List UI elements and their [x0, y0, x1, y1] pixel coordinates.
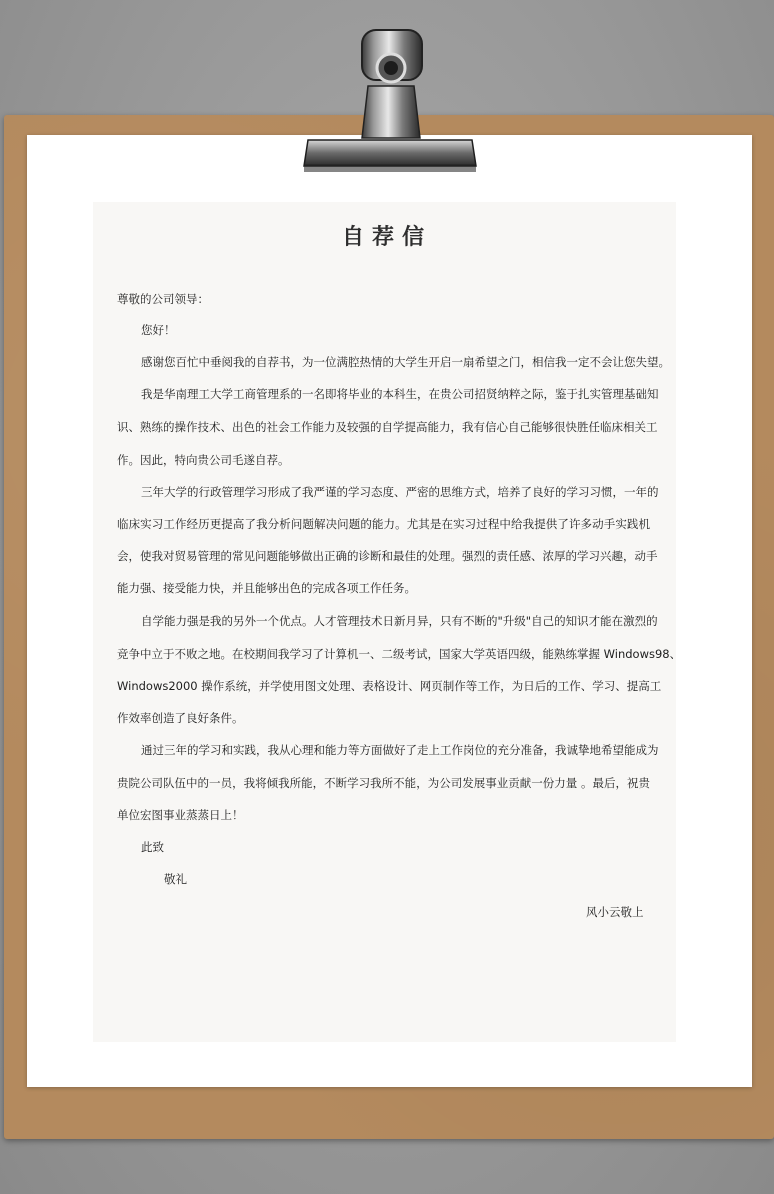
closing-jingli: 敬礼: [164, 872, 187, 886]
salutation: 尊敬的公司领导：: [117, 292, 209, 306]
paragraph-2-line-3: 作。因此，特向贵公司毛遂自荐。: [117, 453, 290, 467]
binder-clip-icon: [290, 28, 480, 178]
paragraph-4-line-3: Windows2000 操作系统，并学使用图文处理、表格设计、网页制作等工作，为日后的工作、学习、提高工: [117, 679, 662, 693]
closing-cizhi: 此致: [141, 840, 164, 854]
paragraph-5-line-1: 通过三年的学习和实践，我从心理和能力等方面做好了走上工作岗位的充分准备，我诚挚地希望能成为: [141, 743, 659, 757]
paragraph-3-line-2: 临床实习工作经历更提高了我分析问题解决问题的能力。尤其是在实习过程中给我提供了许多动手实践机: [117, 517, 650, 531]
paragraph-2-line-1: 我是华南理工大学工商管理系的一名即将毕业的本科生，在贵公司招贤纳粹之际，鉴于扎实管理基础知: [141, 387, 659, 401]
paragraph-3-line-1: 三年大学的行政管理学习形成了我严谨的学习态度、严密的思维方式，培养了良好的学习习惯，一年的: [141, 485, 659, 499]
paragraph-4-line-4: 作效率创造了良好条件。: [117, 711, 244, 725]
greeting: 您好！: [141, 323, 176, 337]
paragraph-4-line-1: 自学能力强是我的另外一个优点。人才管理技术日新月异，只有不断的"升级"自己的知识才能在激烈的: [141, 614, 658, 628]
paragraph-5-line-3: 单位宏图事业蒸蒸日上！: [117, 808, 244, 822]
signature: 风小云敬上: [586, 905, 644, 919]
paragraph-3-line-4: 能力强、接受能力快，并且能够出色的完成各项工作任务。: [117, 581, 416, 595]
paragraph-5-line-2: 贵院公司队伍中的一员，我将倾我所能，不断学习我所不能，为公司发展事业贡献一份力量 。最后，祝贵: [117, 776, 650, 790]
paragraph-2-line-2: 识、熟练的操作技术、出色的社会工作能力及较强的自学提高能力，我有信心自己能够很快胜任临床相关工: [117, 420, 658, 434]
letter-title: 自荐信: [341, 225, 432, 250]
paragraph-4-line-2: 竞争中立于不败之地。在校期间我学习了计算机一、二级考试，国家大学英语四级，能熟练掌握 Windows98、: [117, 647, 682, 661]
paragraph-1-line-1: 感谢您百忙中垂阅我的自荐书，为一位满腔热情的大学生开启一扇希望之门，相信我一定不会让您失望。: [141, 355, 670, 369]
paragraph-3-line-3: 会，使我对贸易管理的常见问题能够做出正确的诊断和最佳的处理。强烈的责任感、浓厚的学习兴趣，动手: [117, 549, 658, 563]
